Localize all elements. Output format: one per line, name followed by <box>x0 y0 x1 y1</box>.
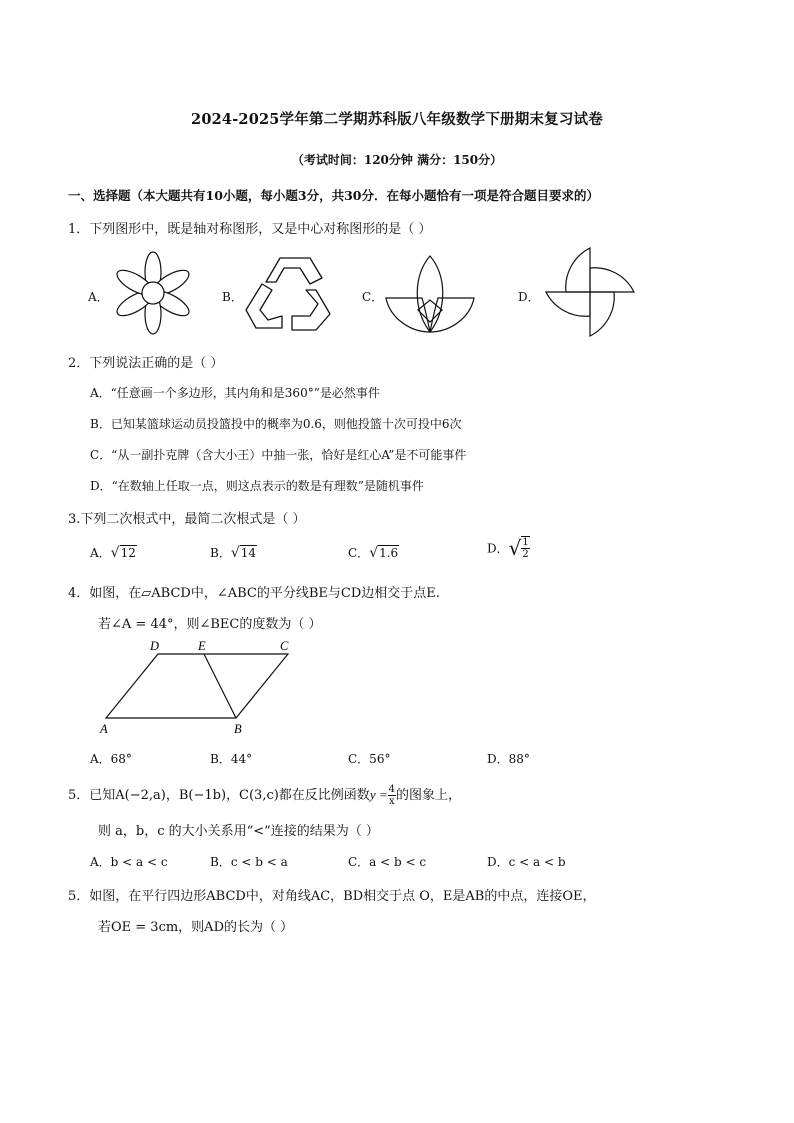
q3-radicand-a: 12 <box>120 546 136 560</box>
q5-stem-part-a: 5．已知A(−2,a)，B(−1b)，C(3,c)都在反比例函数 <box>68 788 370 803</box>
q2-option-d: D．“在数轴上任取一点，则这点表示的数是有理数”是随机事件 <box>90 479 424 493</box>
pinwheel-figure <box>542 244 642 344</box>
q4-stem: 4．如图，在▱ABCD中，∠ABC的平分线BE与CD边相交于点E. <box>68 586 440 601</box>
q5-fraction <box>388 784 396 807</box>
q3-fraction <box>521 536 529 560</box>
sqrt-sign: √ <box>110 545 120 561</box>
sqrt-sign: √ <box>508 536 522 560</box>
bisector-be <box>204 654 236 718</box>
q4-stem-2: 若∠A = 44°，则∠BEC的度数为（ ） <box>98 617 322 632</box>
flower-figure <box>110 250 200 340</box>
frac-numerator: 1 <box>522 537 529 548</box>
q6-stem: 5．如图，在平行四边形ABCD中，对角线AC，BD相交于点 O，E是AB的中点，连接OE， <box>68 889 596 904</box>
q3-option-d <box>487 536 530 560</box>
q4-option-a: A．68° <box>90 752 132 766</box>
q3-option-a-label: A． <box>90 546 111 560</box>
q3-option-c <box>348 544 399 561</box>
q5-stem-part-b: 的图象上， <box>395 788 461 803</box>
exam-info: （考试时间：120分钟 满分：150分） <box>291 153 503 167</box>
q4-option-c: C．56° <box>348 752 391 766</box>
q1-option-a-label: A． <box>88 290 109 304</box>
q2-option-b: B．已知某篮球运动员投篮投中的概率为0.6，则他投篮十次可投中6次 <box>90 417 462 431</box>
q5-stem <box>68 784 461 807</box>
q3-option-b <box>210 544 257 561</box>
lotus-figure <box>382 252 478 336</box>
q3-option-a <box>90 544 137 561</box>
vertex-a-label: A <box>100 722 108 736</box>
vertex-b-label: B <box>234 722 242 736</box>
vertex-d-label: D <box>150 639 160 653</box>
frac-denominator: x <box>388 796 395 807</box>
q5-stem-2: 则 a，b，c 的大小关系用“<”连接的结果为（ ） <box>98 824 379 839</box>
parallelogram-figure <box>96 636 306 736</box>
q5-option-c: C．a < b < c <box>348 855 427 869</box>
q3-option-d-label: D． <box>487 541 509 556</box>
sqrt-sign: √ <box>369 545 379 561</box>
q2-stem: 2．下列说法正确的是（ ） <box>68 356 224 371</box>
q1-option-d-label: D． <box>518 290 540 304</box>
q4-option-b: B．44° <box>210 752 253 766</box>
q1-option-c-label: C． <box>362 290 384 304</box>
q1-option-b-label: B． <box>222 290 243 304</box>
frac-numerator: 4 <box>388 784 395 795</box>
q5-y-equals: y = <box>369 787 388 802</box>
vertex-c-label: C <box>280 639 289 653</box>
q6-stem-2: 若OE = 3cm，则AD的长为（ ） <box>98 920 294 935</box>
sqrt-sign: √ <box>230 545 240 561</box>
q3-radicand-b: 14 <box>240 546 257 560</box>
section-heading: 一、选择题（本大题共有10小题，每小题3分，共30分．在每小题恰有一项是符合题目要求的） <box>68 188 599 203</box>
frac-denominator: 2 <box>522 549 529 560</box>
q3-option-c-label: C． <box>348 546 370 560</box>
point-e-label: E <box>198 639 206 653</box>
q5-option-a: A．b < a < c <box>90 855 168 869</box>
q5-option-d: D．c < a < b <box>487 855 566 869</box>
q3-radicand-c: 1.6 <box>379 546 399 560</box>
recycle-figure <box>244 250 336 336</box>
page-title: 2024-2025学年第二学期苏科版八年级数学下册期末复习试卷 <box>191 111 603 128</box>
q2-option-a: A．“任意画一个多边形，其内角和是360°”是必然事件 <box>90 386 380 400</box>
q3-stem: 3.下列二次根式中，最简二次根式是（ ） <box>68 512 306 527</box>
q1-stem: 1．下列图形中，既是轴对称图形，又是中心对称图形的是（ ） <box>68 222 432 237</box>
q5-option-b: B．c < b < a <box>210 855 288 869</box>
q3-option-b-label: B． <box>210 546 231 560</box>
q2-option-c: C．“从一副扑克牌（含大小王）中抽一张，恰好是红心A”是不可能事件 <box>90 448 467 462</box>
q4-option-d: D．88° <box>487 752 530 766</box>
parallelogram-abcd <box>106 654 288 718</box>
